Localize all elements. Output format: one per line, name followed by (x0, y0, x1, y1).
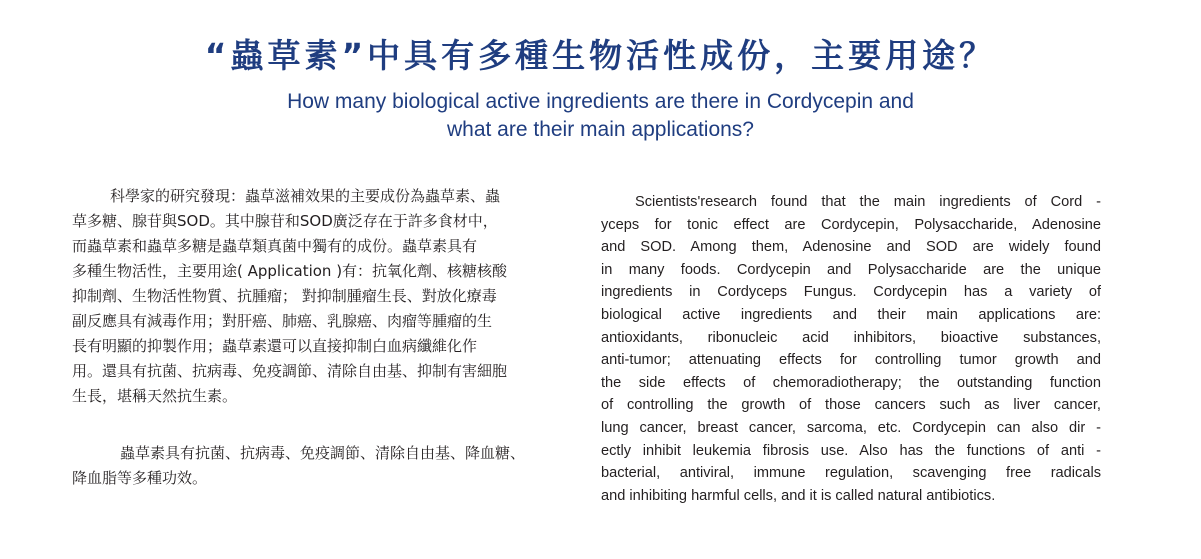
english-line: of controlling the growth of those cancers such as liver cancer, (601, 397, 1101, 414)
chinese-line: 科學家的研究發現：蟲草滋補效果的主要成份為蟲草素、蟲 (110, 187, 501, 205)
english-line: and inhibiting harmful cells, and it is called natural antibiotics. (601, 487, 996, 504)
chinese-text-column (72, 184, 582, 491)
chinese-paragraph-1 (72, 184, 582, 409)
english-line: Scientists'research found that the main ingredients of Cord - (635, 194, 1101, 210)
english-line: anti-tumor; attenuating effects for controlling tumor growth and (601, 352, 1101, 369)
title-english-line-2: what are their main applications? (446, 118, 754, 141)
chinese-line: 而蟲草素和蟲草多糖是蟲草類真菌中獨有的成份。蟲草素具有 (72, 237, 478, 255)
english-line: in many foods. Cordycepin and Polysaccharide are the unique (601, 261, 1101, 278)
chinese-line: 長有明顯的抑製作用；蟲草素還可以直接抑制白血病纖維化作 (72, 337, 478, 355)
english-line: lung cancer, breast cancer, sarcoma, etc. Cordycepin can also dir - (601, 419, 1101, 436)
english-line: yceps for tonic effect are Cordycepin, Polysaccharide, Adenosine (601, 216, 1101, 233)
chinese-line: 用。還具有抗菌、抗病毒、免疫調節、清除自由基、抑制有害細胞 (72, 362, 508, 380)
chinese-line: 副反應具有減毒作用；對肝癌、肺癌、乳腺癌、肉瘤等腫瘤的生 (72, 312, 493, 330)
english-line: antioxidants, ribonucleic acid inhibitors, bioactive substances, (601, 329, 1101, 346)
english-line: and SOD. Among them, Adenosine and SOD are widely found (601, 239, 1101, 256)
english-line: the side effects of chemoradiotherapy; the outstanding function (601, 374, 1101, 391)
english-line: ingredients in Cordyceps Fungus. Cordycepin has a variety of (601, 284, 1101, 301)
paragraph-spacer (72, 409, 582, 441)
page-title-chinese: “蟲草素”中具有多種生物活性成份，主要用途？ (204, 36, 997, 75)
chinese-line: 草多糖、腺苷與SOD。其中腺苷和SOD廣泛存在于許多食材中， (72, 212, 498, 230)
english-line: biological active ingredients and their main applications are: (601, 306, 1101, 323)
chinese-line: 抑制劑、生物活性物質、抗腫瘤； 對抑制腫瘤生長、對放化療毒 (72, 287, 497, 305)
chinese-paragraph-2 (72, 441, 582, 491)
chinese-line: 蟲草素具有抗菌、抗病毒、免疫調節、清除自由基、降血糖、 (120, 444, 526, 462)
chinese-line: 降血脂等多種功效。 (72, 469, 208, 487)
page-title-english (0, 88, 1201, 144)
chinese-line: 多種生物活性，主要用途( Application )有：抗氧化劑、核糖核酸 (72, 262, 508, 280)
title-english-line-1: How many biological active ingredients are there in Cordycepin and (287, 90, 914, 113)
chinese-line: 生長，堪稱天然抗生素。 (72, 387, 238, 405)
english-line: ectly inhibit leukemia fibrosis use. Also has the functions of anti - (601, 442, 1101, 459)
english-line: bacterial, antiviral, immune regulation, scavenging free radicals (601, 465, 1101, 482)
english-text-column (601, 191, 1101, 507)
